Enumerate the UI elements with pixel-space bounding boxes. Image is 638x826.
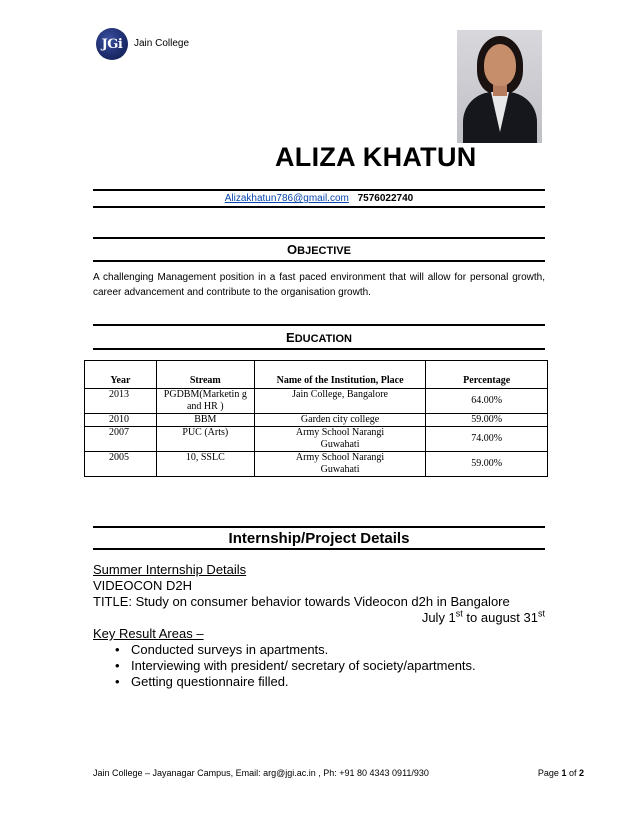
internship-title: TITLE: Study on consumer behavior towards Videocon d2h in Bangalore — [93, 594, 510, 609]
internship-heading: Internship/Project Details — [228, 530, 410, 547]
divider — [93, 348, 545, 350]
institution-cell: Jain College, Bangalore — [254, 389, 426, 414]
column-header-institution: Name of the Institution, Place — [254, 361, 426, 389]
stream-cell: 10, SSLC — [156, 452, 254, 477]
year-cell: 2013 — [85, 389, 157, 414]
divider — [93, 526, 545, 528]
objective-text: A challenging Management position in a fast paced environment that will allow for personal growth, career advancement and contribute to the organisation growth. — [93, 272, 545, 298]
percentage-cell: 59.00% — [426, 414, 548, 427]
divider — [93, 206, 545, 208]
internship-details — [93, 562, 545, 690]
email-link[interactable]: Alizakhatun786@gmail.com — [224, 193, 349, 204]
divider — [93, 189, 545, 191]
contact-line — [0, 193, 638, 204]
internship-company: VIDEOCON D2H — [93, 578, 192, 593]
education-heading: EDUCATION — [286, 330, 352, 345]
college-logo: JGi — [96, 28, 128, 60]
kra-list — [115, 642, 545, 690]
education-table — [84, 360, 548, 477]
stream-cell: PGDBM(Marketin g and HR ) — [156, 389, 254, 414]
divider — [93, 548, 545, 550]
stream-cell: BBM — [156, 414, 254, 427]
year-cell: 2005 — [85, 452, 157, 477]
table-row — [85, 389, 548, 414]
year-cell: 2007 — [85, 427, 157, 452]
table-row — [85, 427, 548, 452]
institution-cell: Army School Narangi Guwahati — [254, 427, 426, 452]
table-row — [85, 452, 548, 477]
column-header-year: Year — [85, 361, 157, 389]
column-header-percentage: Percentage — [426, 361, 548, 389]
internship-dates: July 1st to august 31st — [421, 608, 545, 625]
list-item: • Getting questionnaire filled. — [115, 674, 545, 690]
divider — [93, 260, 545, 262]
page-indicator: Page 1 of 2 — [537, 768, 584, 778]
footer-address: Jain College – Jayanagar Campus, Email: arg@jgi.ac.in , Ph: +91 80 4343 0911/930 — [93, 768, 429, 778]
divider — [93, 237, 545, 239]
list-item: • Interviewing with president/ secretary of society/apartments. — [115, 658, 545, 674]
profile-photo — [457, 30, 542, 143]
column-header-stream: Stream — [156, 361, 254, 389]
institution-cell: Garden city college — [254, 414, 426, 427]
percentage-cell: 64.00% — [426, 389, 548, 414]
year-cell: 2010 — [85, 414, 157, 427]
candidate-name: ALIZA KHATUN — [275, 142, 477, 172]
table-row — [85, 414, 548, 427]
percentage-cell: 74.00% — [426, 427, 548, 452]
phone-number: 7576022740 — [357, 193, 414, 204]
list-item: • Conducted surveys in apartments. — [115, 642, 545, 658]
institution-cell: Army School Narangi Guwahati — [254, 452, 426, 477]
table-header-row — [85, 361, 548, 389]
objective-heading: OBJECTIVE — [287, 242, 351, 257]
stream-cell: PUC (Arts) — [156, 427, 254, 452]
kra-heading: Key Result Areas – — [93, 626, 204, 641]
percentage-cell: 59.00% — [426, 452, 548, 477]
internship-subheading: Summer Internship Details — [93, 562, 247, 577]
college-name: Jain College — [134, 38, 190, 49]
divider — [93, 324, 545, 326]
